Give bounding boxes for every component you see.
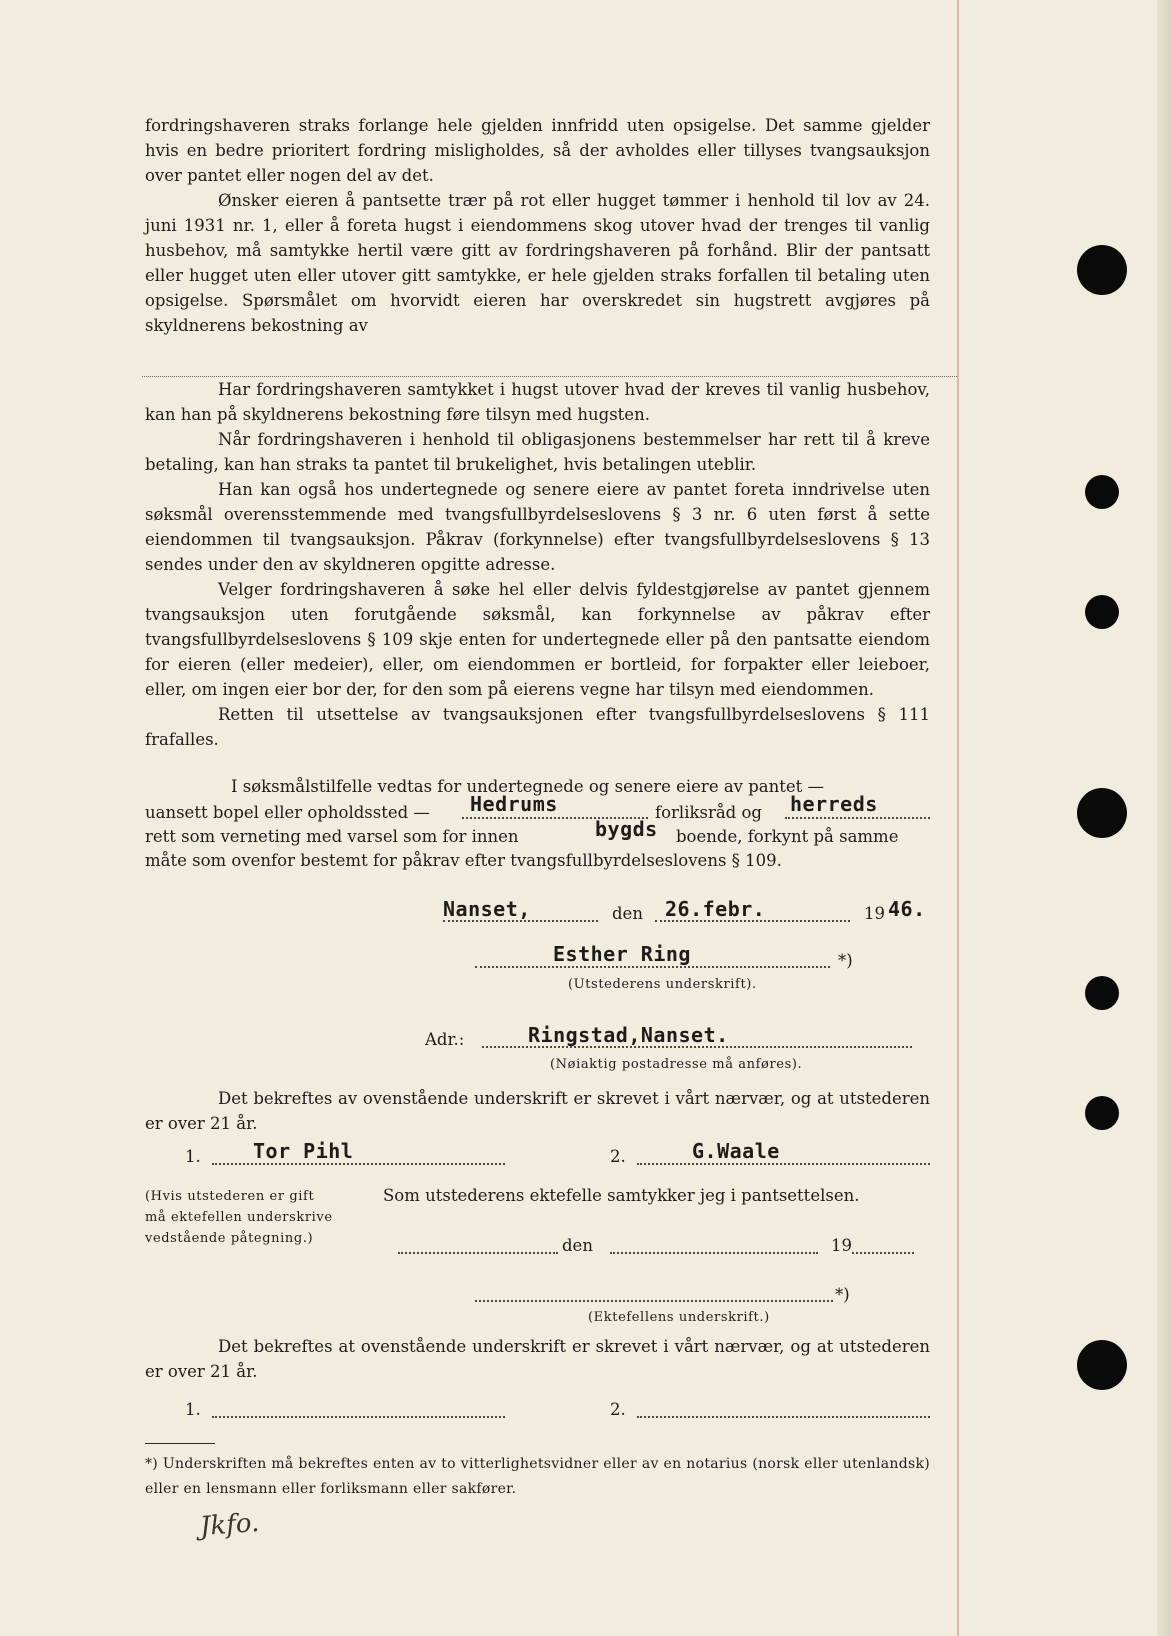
fill-line-witness2-2 <box>637 1416 930 1418</box>
fill-line-spouse-date <box>610 1252 818 1254</box>
fill-line-witness1-1 <box>212 1163 505 1165</box>
margin-scribble: Jkfo. <box>199 1507 261 1543</box>
spouse-note <box>145 1186 333 1249</box>
paragraph-enforcement: Han kan også hos undertegnede og senere eiere av pantet foreta inndrivelse uten søksmål overensstemmende med tvangsfullbyrdelseslovens § 3 nr. 6 uten først å sette eiendommen til tvangsauksjon. Påkrav (forkynnelse) efter tvangsfullbyrdelseslovens § 13 sendes under den av skyldneren opgitte adresse. <box>145 480 930 574</box>
spouse-caption: (Ektefellens underskrift.) <box>588 1310 770 1325</box>
witness1-number-1: 1. <box>185 1147 201 1166</box>
punch-hole-5 <box>1085 976 1119 1010</box>
fill-line-spouse-place <box>398 1252 558 1254</box>
paragraph-postponement: Retten til utsettelse av tvangsauksjonen efter tvangsfullbyrdelseslovens § 111 frafalles. <box>145 705 930 749</box>
handwritten-bygds: bygds <box>595 817 658 841</box>
spouse-label-den: den <box>562 1236 593 1255</box>
handwritten-issuer-signature: Esther Ring <box>553 942 691 966</box>
venue-line-2a: uansett bopel eller opholdssted — <box>145 803 430 822</box>
witness-statement-1 <box>145 1086 930 1136</box>
handwritten-year: 46. <box>888 897 926 921</box>
paragraph-supervision: Har fordringshaveren samtykket i hugst utover hvad der kreves til vanlig husbehov, kan han på skyldnerens bekostning føre tilsyn med hugsten. <box>145 380 930 424</box>
spouse-note-line-1: (Hvis utstederen er gift <box>145 1189 315 1204</box>
paragraph-default-clause: fordringshaveren straks forlange hele gjelden innfridd uten opsigelse. Det samme gjelder hvis en bedre prioritert fordring misligholdes, så der avholdes eller tillyses tvangsauksjon over pantet eller nogen del av det. <box>145 116 930 185</box>
fill-line-spouse-year <box>852 1252 914 1254</box>
paragraph-timber-clause: Ønsker eieren å pantsette trær på rot eller hugget tømmer i henhold til lov av 24. juni 1931 nr. 1, eller å foreta hugst i eiendommens skog utover hvad der trenges til vanlig husbehov, må samtykke hertil være gitt av fordringshaveren på forhånd. Blir der pantsatt eller hugget uten eller utover gitt samtykke, er hele gjelden straks forfallen til betaling uten opsigelse. Spørsmålet om hvorvidt eieren har overskredet sin hugstrett avgjøres på skyldnerens bekostning av <box>145 191 930 335</box>
punch-hole-2 <box>1085 475 1119 509</box>
punch-hole-1 <box>1077 245 1127 295</box>
venue-line-3b: boende, forkynt på samme <box>676 827 899 846</box>
paragraph-auction: Velger fordringshaveren å søke hel eller delvis fyldestgjørelse av pantet gjennem tvangsauksjon uten forutgående søksmål, kan forkynnelse av påkrav efter tvangsfullbyrdelseslovens § 109 skje enten for undertegnede eller på den pantsatte eiendom for eieren (eller medeier), eller, om eiendommen er bortleid, for forpakter eller leieboer, eller, om ingen eier bor der, for den som på eierens vegne har tilsyn med eiendommen. <box>145 580 930 699</box>
handwritten-address: Ringstad,Nanset. <box>528 1023 729 1047</box>
fill-line-spouse-signature <box>475 1300 833 1302</box>
handwritten-forliksrad: Hedrums <box>470 792 558 816</box>
spouse-note-line-2: må ektefellen underskrive <box>145 1210 333 1225</box>
punch-hole-7 <box>1077 1340 1127 1390</box>
punch-hole-6 <box>1085 1096 1119 1130</box>
spouse-asterisk: *) <box>835 1285 850 1304</box>
fill-line-place <box>443 920 598 922</box>
venue-line-3a: rett som verneting med varsel som for innen <box>145 827 519 846</box>
spouse-consent: Som utstederens ektefelle samtykker jeg i pantsettelsen. <box>383 1186 860 1205</box>
label-year-prefix: 19 <box>864 904 885 923</box>
venue-line-4: måte som ovenfor bestemt for påkrav efter tvangsfullbyrdelseslovens § 109. <box>145 851 782 870</box>
label-address: Adr.: <box>425 1030 465 1049</box>
witness-text-1: Det bekreftes av ovenstående underskrift er skrevet i vårt nærvær, og at utstederen er over 21 år. <box>145 1089 930 1133</box>
fill-line-herreds <box>785 817 930 819</box>
witness2-number-2: 2. <box>610 1400 626 1419</box>
signature-asterisk: *) <box>838 951 853 970</box>
paragraph-block-2 <box>145 377 930 752</box>
red-margin-line <box>957 0 959 1636</box>
handwritten-witness-2: G.Waale <box>692 1139 780 1163</box>
handwritten-date: 26.febr. <box>665 897 766 921</box>
punch-hole-4 <box>1077 788 1127 838</box>
footnote-rule <box>145 1443 215 1444</box>
footnote: *) Underskriften må bekreftes enten av to vitterlighetsvidner eller av en notarius (norsk eller utenlandsk) eller en lensmann eller forliksmann eller sakfører. <box>145 1456 930 1497</box>
label-den: den <box>612 904 643 923</box>
spouse-year-prefix: 19 <box>831 1236 852 1255</box>
fill-line-witness1-2 <box>637 1163 930 1165</box>
fill-line-address <box>482 1046 912 1048</box>
paragraph-block-1 <box>145 113 930 338</box>
fill-line-date <box>655 920 850 922</box>
spouse-note-line-3: vedstående påtegning.) <box>145 1231 314 1246</box>
venue-line-1: I søksmålstilfelle vedtas for undertegnede og senere eiere av pantet — <box>231 777 825 796</box>
signature-caption: (Utstederens underskrift). <box>568 977 757 992</box>
witness1-number-2: 2. <box>610 1147 626 1166</box>
punch-hole-3 <box>1085 595 1119 629</box>
handwritten-place: Nanset, <box>443 897 531 921</box>
witness2-number-1: 1. <box>185 1400 201 1419</box>
binding-edge <box>1157 0 1171 1636</box>
witness-text-2: Det bekreftes at ovenstående underskrift er skrevet i vårt nærvær, og at utstederen er over 21 år. <box>145 1337 930 1381</box>
address-caption: (Nøiaktig postadresse må anføres). <box>550 1057 803 1072</box>
handwritten-herreds: herreds <box>790 792 878 816</box>
paragraph-usufruct: Når fordringshaveren i henhold til obligasjonens bestemmelser har rett til å kreve betaling, kan han straks ta pantet til brukelighet, hvis betalingen uteblir. <box>145 430 930 474</box>
venue-line-2b: forliksråd og <box>655 803 762 822</box>
fill-line-signature <box>475 966 830 968</box>
fill-line-witness2-1 <box>212 1416 505 1418</box>
handwritten-witness-1: Tor Pihl <box>253 1139 354 1163</box>
witness-statement-2 <box>145 1334 930 1384</box>
